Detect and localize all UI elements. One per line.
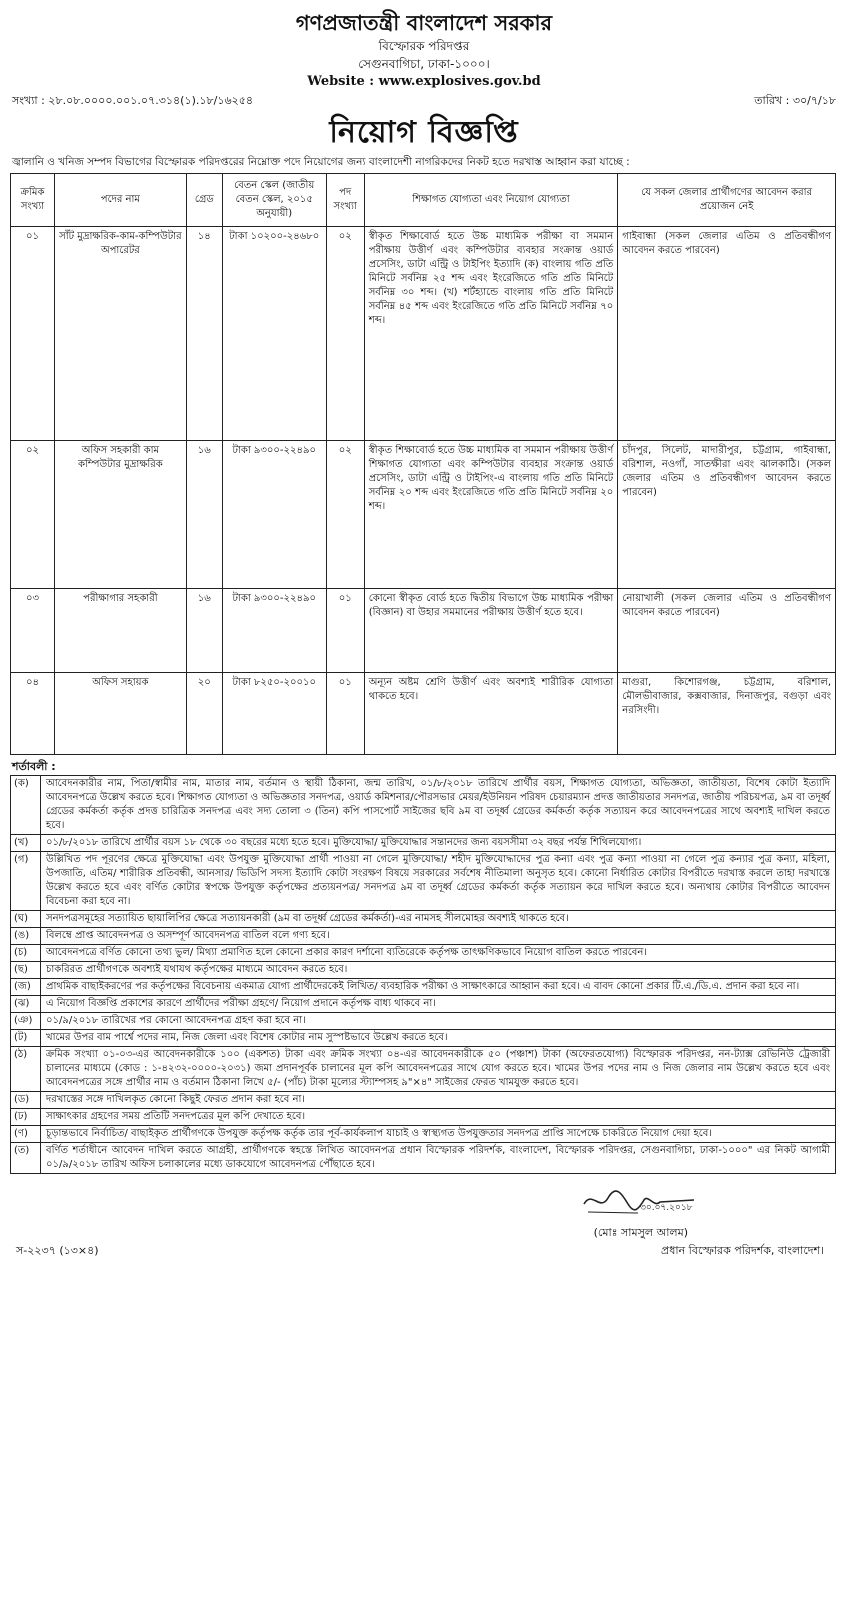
condition-text: ০১/৮/২০১৮ তারিখে প্রার্থীর বয়স ১৮ থেকে ৩০ বছরের মধ্যে হতে হবে। মুক্তিযোদ্ধা/ মুক্তিযোদ্ধার সন্তানদের জন্য বয়সসীমা ৩২ বছর পর্যন্ত শিথিলযোগ্য। <box>46 837 642 848</box>
qualification-cell: কোনো স্বীকৃত বোর্ড হতে দ্বিতীয় বিভাগে উচ্চ মাধ্যমিক পরীক্ষা (বিজ্ঞান) বা উহার সমমানের পরীক্ষায় উত্তীর্ণ হতে হবে। <box>364 589 618 673</box>
serial-cell: ০১ <box>11 227 55 441</box>
condition-label: (ঙ) <box>11 928 41 944</box>
grade-cell: ১৪ <box>186 227 222 441</box>
districts-cell: নোয়াখালী (সকল জেলার এতিম ও প্রতিবন্ধীগণ আবেদন করতে পারবেন) <box>618 589 836 673</box>
grade-cell: ১৬ <box>186 441 222 589</box>
serial-cell: ০২ <box>11 441 55 589</box>
condition-label: (ছ) <box>11 962 41 978</box>
condition-label: (ক) <box>11 776 41 834</box>
department-name: বিস্ফোরক পরিদপ্তর <box>378 39 470 53</box>
table-header-row <box>11 174 836 227</box>
memo-date: তারিখ : ৩০/৭/১৮ <box>754 94 836 107</box>
condition-text: চূড়ান্তভাবে নির্বাচিত/ বাছাইকৃত প্রার্থীগণকে উপযুক্ত কর্তৃপক্ষ কর্তৃক তার পূর্ব-কার্যকলাপ যাচাই ও স্বাস্থ্যগত উপযুক্ততার সনদপত্র প্রাপ্তি সাপেক্ষে চাকরিতে নিয়োগ দেয়া হবে। <box>46 1128 712 1139</box>
condition-item <box>10 928 836 945</box>
signatory-name: (মোঃ সামসুল আলম) <box>593 1226 688 1239</box>
signature-date: ৩০.০৭.২০১৮ <box>640 1203 693 1213</box>
condition-text: এ নিয়োগ বিজ্ঞপ্তি প্রকাশের কারণে প্রার্থীদের পরীক্ষা গ্রহণে/ নিয়োগ প্রদানে কর্তৃপক্ষ বাধ্য থাকবে না। <box>46 998 436 1009</box>
count-cell: ০২ <box>326 227 364 441</box>
condition-label: (ণ) <box>11 1126 41 1142</box>
signatory-designation: প্রধান বিস্ফোরক পরিদর্শক, বাংলাদেশ। <box>661 1244 824 1257</box>
condition-label: (ঘ) <box>11 911 41 927</box>
condition-item <box>10 1092 836 1109</box>
table-row <box>11 441 836 589</box>
post-cell: পরীক্ষাগার সহকারী <box>54 589 186 673</box>
condition-item <box>10 911 836 928</box>
condition-text: দরখাস্তের সঙ্গে দাখিলকৃত কোনো কিছুই ফেরত প্রদান করা হবে না। <box>46 1094 305 1105</box>
website: Website : www.explosives.gov.bd <box>307 74 541 89</box>
condition-item <box>10 776 836 835</box>
condition-text: ০১/৯/২০১৮ তারিখের পর কোনো আবেদনপত্র গ্রহণ করা হবে না। <box>46 1015 306 1026</box>
condition-text: সনদপত্রসমূহের সত্যায়িত ছায়ালিপির ক্ষেত্রে সত্যায়নকারী (৯ম বা তদূর্ধ্ব গ্রেডের কর্মকর্তা)-এর নামসহ সীলমোহর অবশ্যই থাকতে হবে। <box>46 913 569 924</box>
grade-cell: ১৬ <box>186 589 222 673</box>
condition-item <box>10 1126 836 1143</box>
department-address: সেগুনবাগিচা, ঢাকা-১০০০। <box>358 57 490 71</box>
table-row <box>11 673 836 755</box>
districts-cell: চাঁদপুর, সিলেট, মাদারীপুর, চট্টগ্রাম, গাইবান্ধা, বরিশাল, নওগাঁ, সাতক্ষীরা এবং ঝালকাঠি। (সকল জেলার এতিম ও প্রতিবন্ধীগণ আবেদন করতে পারবেন) <box>618 441 836 589</box>
grade-cell: ২০ <box>186 673 222 755</box>
scale-cell: টাকা ৯৩০০-২২৪৯০ <box>222 589 326 673</box>
col-pay-scale: বেতন স্কেল (জাতীয় বেতন স্কেল, ২০১৫ অনুযায়ী) <box>222 174 326 227</box>
intro-text: জ্বালানি ও খনিজ সম্পদ বিভাগের বিস্ফোরক পরিদপ্তরের নিম্নোক্ত পদে নিয়োগের জন্য বাংলাদেশী নাগরিকদের নিকট হতে দরখাস্ত আহ্বান করা যাচ্ছে : <box>12 156 630 168</box>
condition-label: (চ) <box>11 945 41 961</box>
condition-text: খামের উপর বাম পার্শ্বে পদের নাম, নিজ জেলা এবং বিশেষ কোটার নাম সুস্পষ্টভাবে উল্লেখ করতে হবে। <box>46 1032 448 1043</box>
condition-item <box>10 979 836 996</box>
condition-label: (ঞ) <box>11 1013 41 1029</box>
post-cell: অফিস সহায়ক <box>54 673 186 755</box>
col-grade: গ্রেড <box>186 174 222 227</box>
col-serial: ক্রমিক সংখ্যা <box>11 174 55 227</box>
conditions-title: শর্তাবলী : <box>12 760 56 773</box>
qualification-cell: অন্যূন অষ্টম শ্রেণি উত্তীর্ণ এবং অবশ্যই শারীরিক যোগ্যতা থাকতে হবে। <box>364 673 618 755</box>
condition-item <box>10 835 836 852</box>
condition-label: (জ) <box>11 979 41 995</box>
condition-label: (ঠ) <box>11 1047 41 1091</box>
condition-item <box>10 1047 836 1092</box>
condition-text: ক্রমিক সংখ্যা ০১-০৩-এর আবেদনকারীকে ১০০ (একশত) টাকা এবং ক্রমিক সংখ্যা ০৪-এর আবেদনকারীকে ৫০ (পঞ্চাশ) টাকা (অফেরতযোগ্য) বিস্ফোরক পরিদপ্তর, নন-ট্যাক্স রেভিনিউ ট্রেজারী চালানের মাধ্যমে (কোড : ১-৪২৩২-০০০০-২০৩১) জমা প্রদানপূর্বক চালানের মূল কপি আবেদনপত্রের সাথে যোগ করতে হবে। খামের উপর পদের নাম ও নিজ জেলার নাম উল্লেখ করতে হবে এবং আবেদনপত্রের সঙ্গে প্রার্থীর নাম ও বর্তমান ঠিকানা লিখে ৫/- (পাঁচ) টাকা মূল্যের স্ট্যাম্পসহ ৯"×৪" সাইজের ফেরত খামযুক্ত করতে হবে। <box>46 1049 830 1088</box>
notice-title: নিয়োগ বিজ্ঞপ্তি <box>329 115 519 150</box>
serial-cell: ০৪ <box>11 673 55 755</box>
condition-item <box>10 1030 836 1047</box>
condition-label: (ঢ) <box>11 1109 41 1125</box>
serial-cell: ০৩ <box>11 589 55 673</box>
condition-text: বিলম্বে প্রাপ্ত আবেদনপত্র ও অসম্পূর্ণ আবেদনপত্র বাতিল বলে গণ্য হবে। <box>46 930 330 941</box>
signature-block <box>10 1176 838 1276</box>
condition-item <box>10 1143 836 1174</box>
condition-text: চাকরিরত প্রার্থীগণকে অবশ্যই যথাযথ কর্তৃপক্ষের মাধ্যমে আবেদন করতে হবে। <box>46 964 348 975</box>
condition-item <box>10 1109 836 1126</box>
table-row <box>11 589 836 673</box>
table-row <box>11 227 836 441</box>
footer-code: স-২২৩৭ (১৩×৪) <box>16 1244 99 1257</box>
count-cell: ০১ <box>326 673 364 755</box>
condition-label: (ত) <box>11 1143 41 1173</box>
posts-table <box>10 173 836 755</box>
post-cell: অফিস সহকারী কাম কম্পিউটার মুদ্রাক্ষরিক <box>54 441 186 589</box>
condition-item <box>10 945 836 962</box>
condition-item <box>10 962 836 979</box>
col-excluded-districts: যে সকল জেলার প্রার্থীগণের আবেদন করার প্রয়োজন নেই <box>618 174 836 227</box>
qualification-cell: স্বীকৃত শিক্ষাবোর্ড হতে উচ্চ মাধ্যমিক বা সমমান পরীক্ষায় উত্তীর্ণ শিক্ষাগত যোগ্যতা এবং কম্পিউটার ব্যবহার সংক্রান্ত ওয়ার্ড প্রসেসিং, ডাটা এন্ট্রি ও টাইপিং-এ বাংলায় গতি প্রতি মিনিটে সর্বনিম্ন ২০ শব্দ এবং ইংরেজিতে গতি প্রতি মিনিটে সর্বনিম্ন ২০ শব্দ। <box>364 441 618 589</box>
condition-label: (ড) <box>11 1092 41 1108</box>
condition-text: আবেদনকারীর নাম, পিতা/স্বামীর নাম, মাতার নাম, বর্তমান ও স্থায়ী ঠিকানা, জন্ম তারিখ, ০১/৮/২০১৮ তারিখে প্রার্থীর বয়স, শিক্ষাগত যোগ্যতা, অভিজ্ঞতা, জাতীয়তা, বিশেষ কোটা ইত্যাদি আবেদনপত্রে উল্লেখ করতে হবে। শিক্ষাগত যোগ্যতা ও অভিজ্ঞতার সনদপত্র, ওয়ার্ড কমিশনার/পৌরসভার মেয়র/ইউনিয়ন পরিষদ চেয়ারম্যান প্রদত্ত জাতীয়তার সনদপত্র, জাতীয় পরিচয়পত্র, ৯ম বা তদূর্ধ্ব গ্রেডের কর্মকর্তা কর্তৃক প্রদত্ত চারিত্রিক সনদপত্র এবং সদ্য তোলা ৩ (তিন) কপি পাসপোর্ট সাইজের ছবি ৯ম বা তদূর্ধ্ব গ্রেডের কর্মকর্তা কর্তৃক সত্যায়ন করে আবেদনপত্রের সাথে অবশ্যই দাখিল করতে হবে। <box>46 778 830 831</box>
conditions-list <box>10 775 836 1174</box>
condition-text: সাক্ষাৎকার গ্রহণের সময় প্রতিটি সনদপত্রের মূল কপি দেখাতে হবে। <box>46 1111 306 1122</box>
condition-label: (ঝ) <box>11 996 41 1012</box>
condition-item <box>10 852 836 911</box>
post-cell: সাঁট মুদ্রাক্ষরিক-কাম-কম্পিউটার অপারেটর <box>54 227 186 441</box>
qualification-cell: স্বীকৃত শিক্ষাবোর্ড হতে উচ্চ মাধ্যমিক পরীক্ষা বা সমমান পরীক্ষায় উত্তীর্ণ এবং কম্পিউটার ব্যবহার সংক্রান্ত ওয়ার্ড প্রসেসিং, ডাটা এন্ট্রি ও টাইপিং ইত্যাদি (ক) বাংলায় গতি প্রতি মিনিটে সর্বনিম্ন ২৫ শব্দ এবং ইংরেজিতে গতি প্রতি মিনিটে সর্বনিম্ন ৩০ শব্দ। (খ) শর্টহ্যান্ডে বাংলায় গতি প্রতি মিনিটে সর্বনিম্ন ৪৫ শব্দ এবং ইংরেজিতে গতি প্রতি মিনিটে সর্বনিম্ন ৭০ শব্দ। <box>364 227 618 441</box>
condition-text: প্রাথমিক বাছাইকরণের পর কর্তৃপক্ষের বিবেচনায় একমাত্র যোগ্য প্রার্থীদেরকেই লিখিত/ ব্যবহারিক পরীক্ষা ও সাক্ষাৎকারে আহ্বান করা হবে। এ বাবদ কোনো প্রকার টি.এ./ডি.এ. প্রদান করা হবে না। <box>46 981 800 992</box>
col-qualification: শিক্ষাগত যোগ্যতা এবং নিয়োগ যোগ্যতা <box>364 174 618 227</box>
scale-cell: টাকা ৯৩০০-২২৪৯০ <box>222 441 326 589</box>
gov-name: গণপ্রজাতন্ত্রী বাংলাদেশ সরকার <box>295 11 553 35</box>
districts-cell: গাইবান্ধা (সকল জেলার এতিম ও প্রতিবন্ধীগণ আবেদন করতে পারবেন) <box>618 227 836 441</box>
reference-row <box>10 93 838 109</box>
col-post-count: পদ সংখ্যা <box>326 174 364 227</box>
scale-cell: টাকা ১০২০০-২৪৬৮০ <box>222 227 326 441</box>
signature-image <box>578 1182 698 1222</box>
count-cell: ০২ <box>326 441 364 589</box>
condition-item <box>10 996 836 1013</box>
districts-cell: মাগুরা, কিশোরগঞ্জ, চট্টগ্রাম, বরিশাল, মৌলভীবাজার, কক্সবাজার, দিনাজপুর, বগুড়া এবং নরসিংদী। <box>618 673 836 755</box>
col-post-name: পদের নাম <box>54 174 186 227</box>
condition-label: (খ) <box>11 835 41 851</box>
count-cell: ০১ <box>326 589 364 673</box>
memo-number: সংখ্যা : ২৮.০৮.০০০০.০০১.০৭.৩১৪(১).১৮/১৬২৫৪ <box>12 94 254 107</box>
header <box>10 10 838 91</box>
condition-text: বর্ণিত শর্তাধীনে আবেদন দাখিল করতে আগ্রহী, প্রার্থীগণকে স্বহস্তে লিখিত আবেদনপত্র প্রধান বিস্ফোরক পরিদর্শক, বাংলাদেশ, বিস্ফোরক পরিদপ্তর, সেগুনবাগিচা, ঢাকা-১০০০" এর নিকট আগামী ০১/৯/২০১৮ তারিখ অফিস চলাকালের মধ্যে ডাকযোগে আবেদনপত্র পৌঁছাতে হবে। <box>46 1145 830 1170</box>
condition-label: (ট) <box>11 1030 41 1046</box>
condition-text: উল্লিখিত পদ পূরণের ক্ষেত্রে মুক্তিযোদ্ধা এবং উপযুক্ত মুক্তিযোদ্ধা প্রার্থী পাওয়া না গেলে মুক্তিযোদ্ধা/ শহীদ মুক্তিযোদ্ধাদের পুত্র কন্যা এবং পুত্র কন্যা পাওয়া না গেলে পুত্র কন্যার পুত্র কন্যা, মহিলা, উপজাতি, এতিম/ শারীরিক প্রতিবন্ধী, আনসার/ ভিডিপি সদস্য ইত্যাদি কোটা সংরক্ষণ বিষয়ে সরকারের সর্বশেষ নীতিমালা অনুসৃত হবে। কোনো নির্ধারিত কোটার বিপরীতে দরখাস্ত করলে তাহা দরখাস্তে উল্লেখ করতে হবে এবং বর্ণিত কোটার স্বপক্ষে উপযুক্ত কর্তৃপক্ষের প্রত্যয়নপত্র/ সনদপত্র ৯ম বা তদূর্ধ্ব গ্রেডের কর্মকর্তা কর্তৃক সত্যায়ন করে দাখিল করতে হবে। অন্যথায় কোটার বিপরীতে আবেদন বিবেচনা করা হবে না। <box>46 854 830 907</box>
condition-label: (গ) <box>11 852 41 910</box>
condition-text: আবেদনপত্রে বর্ণিত কোনো তথ্য ভুল/ মিথ্যা প্রমাণিত হলে কোনো প্রকার কারণ দর্শানো ব্যতিরেকে কর্তৃপক্ষ তাৎক্ষণিকভাবে নিয়োগ বাতিল করতে পারবেন। <box>46 947 647 958</box>
condition-item <box>10 1013 836 1030</box>
scale-cell: টাকা ৮২৫০-২০০১০ <box>222 673 326 755</box>
